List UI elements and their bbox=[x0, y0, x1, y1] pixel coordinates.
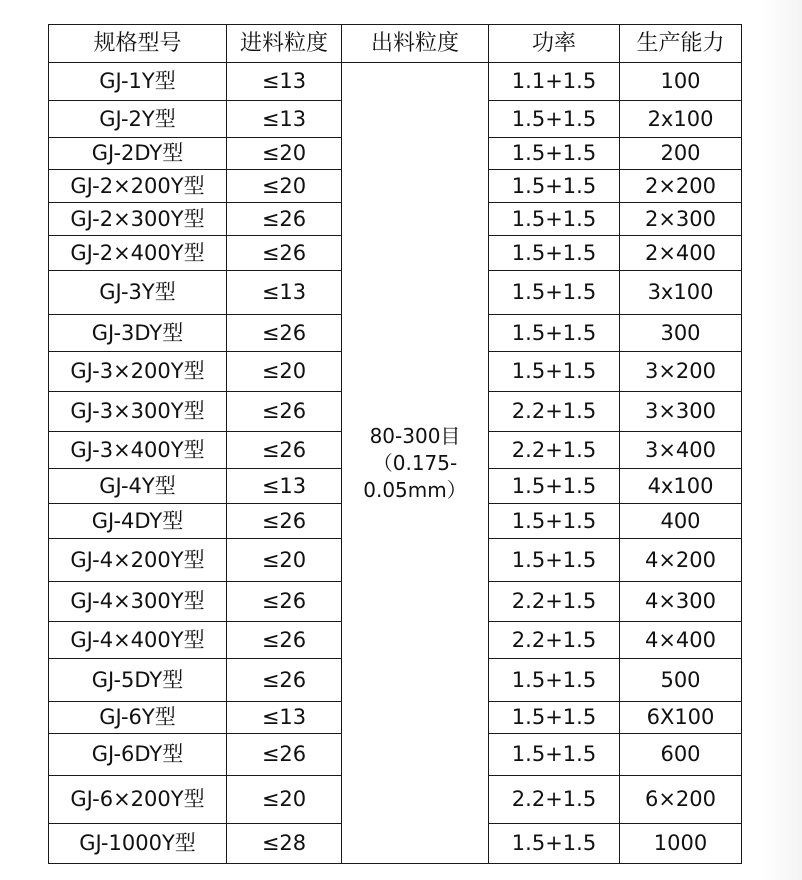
cell-power: 2.2+1.5 bbox=[489, 622, 620, 659]
cell-feed: ≤26 bbox=[227, 432, 342, 469]
cell-capacity: 3×200 bbox=[620, 352, 742, 392]
cell-capacity: 600 bbox=[620, 734, 742, 776]
cell-model: GJ-3Y型 bbox=[49, 271, 227, 315]
cell-power: 2.2+1.5 bbox=[489, 776, 620, 824]
cell-power: 1.5+1.5 bbox=[489, 271, 620, 315]
cell-capacity: 1000 bbox=[620, 824, 742, 864]
cell-feed: ≤26 bbox=[227, 659, 342, 702]
cell-feed: ≤26 bbox=[227, 734, 342, 776]
cell-power: 1.5+1.5 bbox=[489, 236, 620, 271]
cell-model: GJ-3×200Y型 bbox=[49, 352, 227, 392]
cell-capacity: 6×200 bbox=[620, 776, 742, 824]
cell-power: 1.5+1.5 bbox=[489, 203, 620, 236]
cell-feed: ≤20 bbox=[227, 776, 342, 824]
spec-table bbox=[48, 24, 742, 864]
cell-feed: ≤13 bbox=[227, 469, 342, 504]
cell-feed: ≤20 bbox=[227, 352, 342, 392]
cell-feed: ≤20 bbox=[227, 170, 342, 203]
cell-power: 1.1+1.5 bbox=[489, 63, 620, 101]
cell-capacity: 4x100 bbox=[620, 469, 742, 504]
cell-capacity: 2×300 bbox=[620, 203, 742, 236]
cell-capacity: 2×200 bbox=[620, 170, 742, 203]
cell-power: 2.2+1.5 bbox=[489, 432, 620, 469]
cell-capacity: 4×300 bbox=[620, 582, 742, 622]
cell-power: 1.5+1.5 bbox=[489, 659, 620, 702]
cell-model: GJ-6×200Y型 bbox=[49, 776, 227, 824]
cell-feed: ≤26 bbox=[227, 504, 342, 539]
cell-capacity: 4×200 bbox=[620, 539, 742, 582]
header-feed-size: 进料粒度 bbox=[227, 25, 342, 63]
cell-model: GJ-4×300Y型 bbox=[49, 582, 227, 622]
cell-capacity: 500 bbox=[620, 659, 742, 702]
cell-model: GJ-2×200Y型 bbox=[49, 170, 227, 203]
cell-feed: ≤26 bbox=[227, 622, 342, 659]
output-size-line1: 80-300目 bbox=[369, 423, 461, 448]
cell-power: 1.5+1.5 bbox=[489, 702, 620, 734]
cell-model: GJ-4Y型 bbox=[49, 469, 227, 504]
cell-feed: ≤13 bbox=[227, 101, 342, 138]
cell-model: GJ-1000Y型 bbox=[49, 824, 227, 864]
cell-model: GJ-3×400Y型 bbox=[49, 432, 227, 469]
cell-power: 1.5+1.5 bbox=[489, 469, 620, 504]
cell-model: GJ-2DY型 bbox=[49, 138, 227, 170]
cell-model: GJ-6Y型 bbox=[49, 702, 227, 734]
cell-capacity: 100 bbox=[620, 63, 742, 101]
cell-power: 1.5+1.5 bbox=[489, 138, 620, 170]
cell-feed: ≤13 bbox=[227, 702, 342, 734]
cell-capacity: 200 bbox=[620, 138, 742, 170]
header-power: 功率 bbox=[489, 25, 620, 63]
cell-model: GJ-3DY型 bbox=[49, 315, 227, 352]
cell-output-size bbox=[342, 63, 489, 864]
cell-model: GJ-4×200Y型 bbox=[49, 539, 227, 582]
cell-feed: ≤26 bbox=[227, 392, 342, 432]
table-row bbox=[49, 63, 742, 101]
output-size-line2: （0.175- bbox=[372, 450, 458, 475]
cell-capacity: 6X100 bbox=[620, 702, 742, 734]
cell-capacity: 400 bbox=[620, 504, 742, 539]
cell-model: GJ-5DY型 bbox=[49, 659, 227, 702]
cell-power: 1.5+1.5 bbox=[489, 315, 620, 352]
cell-power: 2.2+1.5 bbox=[489, 582, 620, 622]
header-model: 规格型号 bbox=[49, 25, 227, 63]
cell-model: GJ-2×300Y型 bbox=[49, 203, 227, 236]
cell-model: GJ-4DY型 bbox=[49, 504, 227, 539]
header-row bbox=[49, 25, 742, 63]
cell-model: GJ-1Y型 bbox=[49, 63, 227, 101]
cell-power: 2.2+1.5 bbox=[489, 392, 620, 432]
cell-capacity: 2×400 bbox=[620, 236, 742, 271]
header-capacity: 生产能力 bbox=[620, 25, 742, 63]
cell-feed: ≤20 bbox=[227, 539, 342, 582]
header-output-size: 出料粒度 bbox=[342, 25, 489, 63]
cell-power: 1.5+1.5 bbox=[489, 170, 620, 203]
cell-feed: ≤20 bbox=[227, 138, 342, 170]
cell-capacity: 3×400 bbox=[620, 432, 742, 469]
cell-capacity: 4×400 bbox=[620, 622, 742, 659]
cell-feed: ≤13 bbox=[227, 271, 342, 315]
cell-model: GJ-3×300Y型 bbox=[49, 392, 227, 432]
cell-feed: ≤26 bbox=[227, 315, 342, 352]
cell-feed: ≤26 bbox=[227, 203, 342, 236]
right-edge-shade bbox=[762, 0, 802, 880]
cell-capacity: 3x100 bbox=[620, 271, 742, 315]
cell-power: 1.5+1.5 bbox=[489, 504, 620, 539]
cell-model: GJ-2Y型 bbox=[49, 101, 227, 138]
cell-feed: ≤26 bbox=[227, 582, 342, 622]
cell-feed: ≤28 bbox=[227, 824, 342, 864]
cell-power: 1.5+1.5 bbox=[489, 539, 620, 582]
cell-power: 1.5+1.5 bbox=[489, 101, 620, 138]
cell-model: GJ-2×400Y型 bbox=[49, 236, 227, 271]
cell-capacity: 2x100 bbox=[620, 101, 742, 138]
cell-feed: ≤13 bbox=[227, 63, 342, 101]
cell-power: 1.5+1.5 bbox=[489, 352, 620, 392]
cell-feed: ≤26 bbox=[227, 236, 342, 271]
cell-capacity: 300 bbox=[620, 315, 742, 352]
cell-power: 1.5+1.5 bbox=[489, 824, 620, 864]
cell-power: 1.5+1.5 bbox=[489, 734, 620, 776]
cell-capacity: 3×300 bbox=[620, 392, 742, 432]
cell-model: GJ-4×400Y型 bbox=[49, 622, 227, 659]
output-size-line3: 0.05mm） bbox=[363, 477, 467, 502]
cell-model: GJ-6DY型 bbox=[49, 734, 227, 776]
